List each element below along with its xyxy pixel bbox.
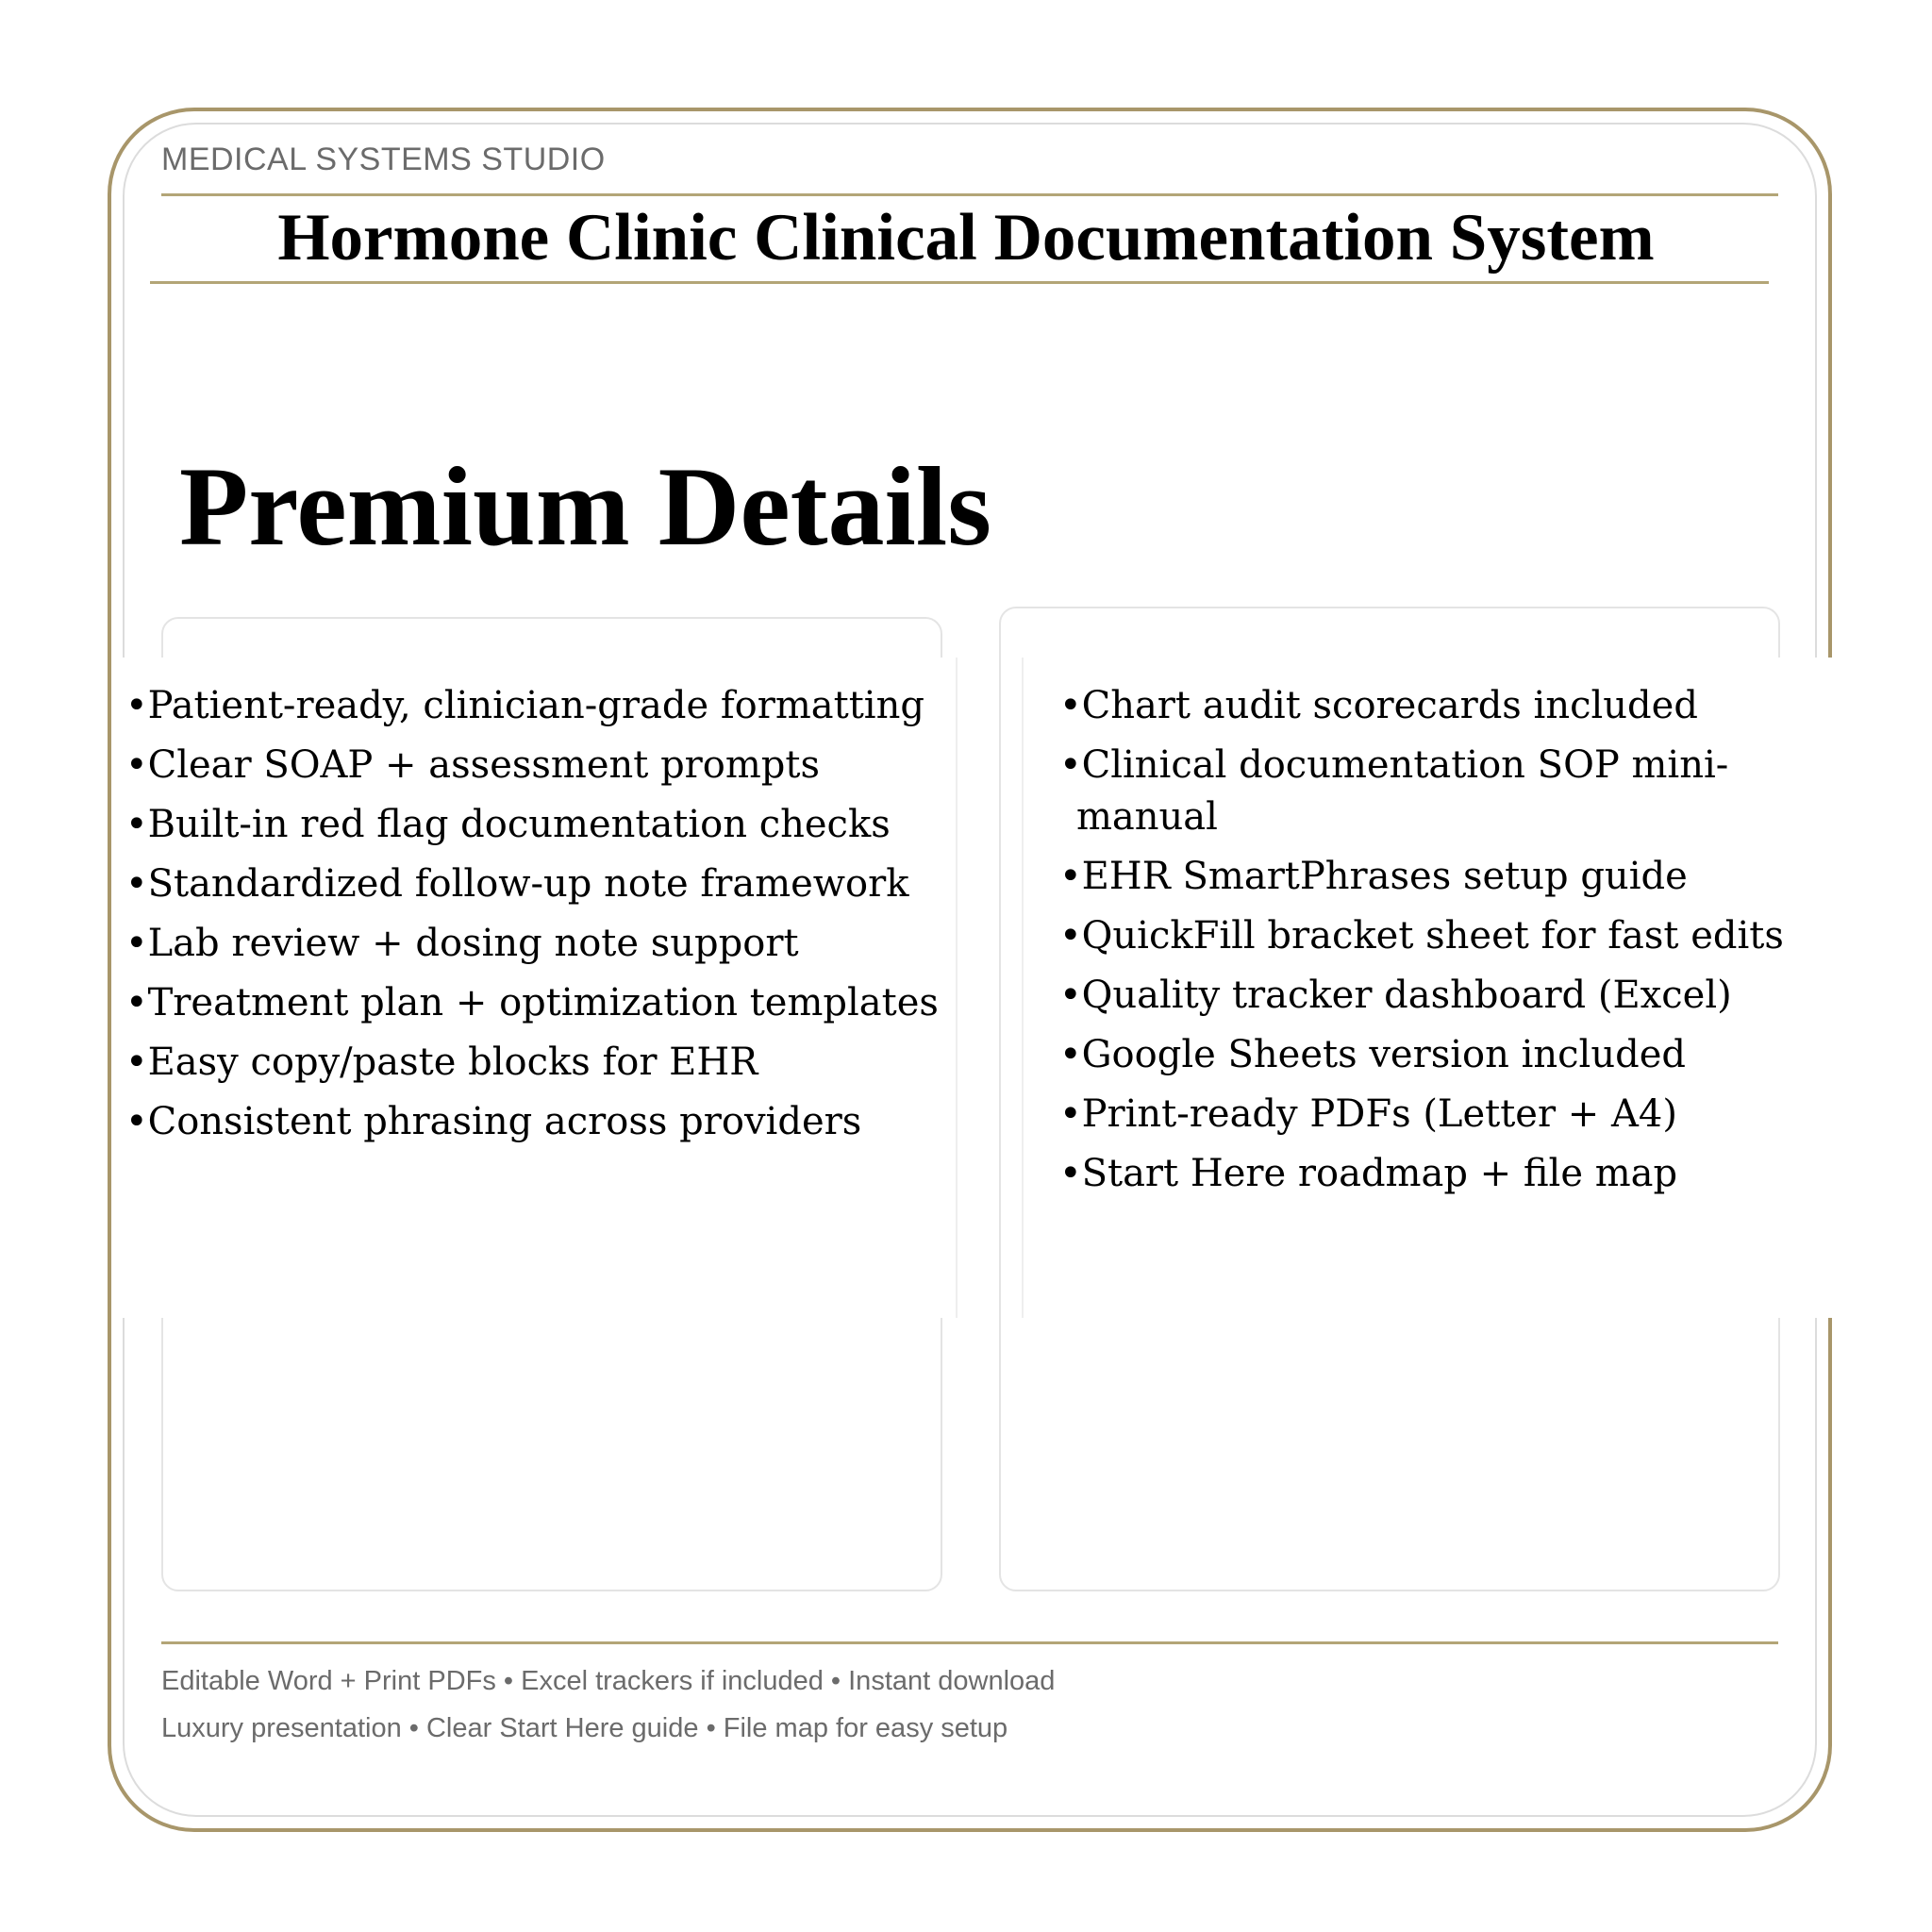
feature-item: • Lab review + dosing note support bbox=[125, 918, 956, 970]
feature-item: • Easy copy/paste blocks for EHR bbox=[125, 1037, 956, 1089]
footer-line-2: Luxury presentation • Clear Start Here guide • File map for easy setup bbox=[161, 1713, 1008, 1743]
right-feature-list bbox=[1059, 680, 1833, 1208]
left-feature-list bbox=[125, 680, 956, 1156]
feature-item: • Print-ready PDFs (Letter + A4) bbox=[1059, 1089, 1833, 1141]
feature-item: • Clear SOAP + assessment prompts bbox=[125, 740, 956, 791]
document-title: Hormone Clinic Clinical Documentation System bbox=[277, 201, 1655, 275]
feature-item: • EHR SmartPhrases setup guide bbox=[1059, 851, 1833, 903]
feature-item: • Chart audit scorecards included bbox=[1059, 680, 1833, 732]
feature-item: • Consistent phrasing across providers bbox=[125, 1096, 956, 1148]
feature-item: • QuickFill bracket sheet for fast edits bbox=[1059, 910, 1833, 962]
footer-divider bbox=[161, 1641, 1778, 1644]
feature-item: • Quality tracker dashboard (Excel) bbox=[1059, 970, 1833, 1022]
feature-item: • Built-in red flag documentation checks bbox=[125, 799, 956, 851]
header-bottom-divider bbox=[150, 281, 1769, 284]
feature-item: • Treatment plan + optimization templates bbox=[125, 977, 956, 1029]
feature-item: • Start Here roadmap + file map bbox=[1059, 1148, 1833, 1200]
header-top-divider bbox=[161, 193, 1778, 196]
feature-item: • Google Sheets version included bbox=[1059, 1029, 1833, 1081]
footer-line-1: Editable Word + Print PDFs • Excel trackers if included • Instant download bbox=[161, 1666, 1056, 1696]
section-heading: Premium Details bbox=[179, 443, 991, 569]
feature-item: • Clinical documentation SOP mini-manual bbox=[1059, 740, 1833, 843]
brand-label: MEDICAL SYSTEMS STUDIO bbox=[161, 142, 606, 177]
feature-item: • Patient-ready, clinician-grade formatting bbox=[125, 680, 956, 732]
feature-item: • Standardized follow-up note framework bbox=[125, 858, 956, 910]
